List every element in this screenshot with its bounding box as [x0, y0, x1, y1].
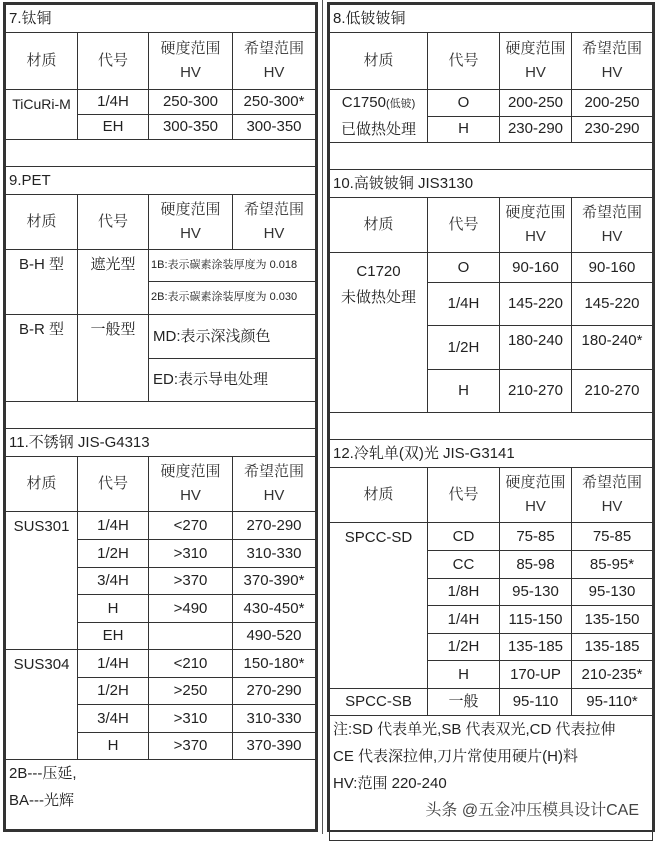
note-cell: ED:表示导电处理	[149, 359, 316, 402]
code-cell: CC	[428, 551, 500, 579]
table-row	[6, 315, 316, 359]
desired-cell: 310-330	[233, 540, 316, 568]
material-cell: C1720 未做热处理	[330, 253, 428, 413]
hardness-cell: 145-220	[500, 283, 572, 326]
panel-divider	[322, 0, 323, 834]
header-row	[6, 33, 316, 90]
desired-cell: 300-350	[233, 115, 316, 140]
code-cell: H	[428, 661, 500, 689]
code-cell: O	[428, 90, 500, 117]
blank-row	[6, 402, 316, 429]
hardness-cell: >310	[149, 705, 233, 733]
blank-row	[6, 140, 316, 167]
hardness-cell: 170-UP	[500, 661, 572, 689]
note-cell: MD:表示深浅颜色	[149, 315, 316, 359]
header-row	[330, 198, 653, 253]
desired-cell: 370-390	[233, 733, 316, 760]
hardness-cell: 210-270	[500, 370, 572, 413]
header-hardness: 硬度范围 HV	[500, 33, 572, 90]
header-code: 代号	[78, 195, 149, 250]
code-cell: H	[428, 370, 500, 413]
code-cell: 3/4H	[78, 705, 149, 733]
code-cell: 1/4H	[78, 512, 149, 540]
code-cell: EH	[78, 623, 149, 650]
code-cell: 1/4H	[428, 283, 500, 326]
hardness-cell: 115-150	[500, 606, 572, 634]
table-row	[330, 523, 653, 551]
material-cell: TiCuRi-M	[6, 90, 78, 140]
header-material: 材质	[6, 33, 78, 90]
left-table	[5, 4, 316, 830]
desired-cell: 135-185	[572, 634, 653, 661]
section-title-11: 11.不锈钢 JIS-G4313	[6, 429, 316, 457]
desired-cell: 85-95*	[572, 551, 653, 579]
code-cell: 1/2H	[78, 540, 149, 568]
header-row	[330, 33, 653, 90]
section-title-10: 10.高铍铍铜 JIS3130	[330, 170, 653, 198]
desired-cell: 270-290	[233, 512, 316, 540]
desired-cell: 370-390*	[233, 568, 316, 595]
table-row	[6, 250, 316, 282]
section-title-12: 12.冷轧单(双)光 JIS-G3141	[330, 440, 653, 468]
left-panel	[3, 2, 318, 832]
hardness-cell: 200-250	[500, 90, 572, 117]
table-row	[330, 253, 653, 283]
header-desired: 希望范围 HV	[233, 33, 316, 90]
note-line: HV:范围 220-240	[333, 775, 447, 792]
header-desired: 希望范围 HV	[572, 468, 653, 523]
table-row	[6, 650, 316, 678]
blank-row	[330, 413, 653, 440]
code-cell: EH	[78, 115, 149, 140]
desired-cell: 430-450*	[233, 595, 316, 623]
code-cell: 1/4H	[78, 650, 149, 678]
header-material: 材质	[6, 457, 78, 512]
header-desired: 希望范围 HV	[233, 195, 316, 250]
section-title-9: 9.PET	[6, 167, 316, 195]
material-cell: B-R 型	[6, 315, 78, 402]
header-desired: 希望范围 HV	[572, 33, 653, 90]
material-cell: B-H 型	[6, 250, 78, 315]
code-cell: 一般型	[78, 315, 149, 402]
hardness-cell: 95-110	[500, 689, 572, 716]
header-row	[6, 457, 316, 512]
code-cell: 1/4H	[78, 90, 149, 115]
code-cell: 1/4H	[428, 606, 500, 634]
material-cell: SPCC-SB	[330, 689, 428, 716]
hardness-cell: 180-240	[500, 326, 572, 370]
note-cell: 1B:表示碳素涂装厚度为 0.018	[149, 250, 316, 282]
hardness-cell: 90-160	[500, 253, 572, 283]
header-hardness: 硬度范围 HV	[149, 33, 233, 90]
header-code: 代号	[78, 457, 149, 512]
section-title-7: 7.钛铜	[6, 5, 316, 33]
table-row	[6, 512, 316, 540]
header-row	[6, 195, 316, 250]
code-cell: 1/2H	[428, 326, 500, 370]
hardness-cell: >250	[149, 678, 233, 705]
code-cell: CD	[428, 523, 500, 551]
hardness-cell: 250-300	[149, 90, 233, 115]
header-hardness: 硬度范围 HV	[149, 195, 233, 250]
notes-cell	[330, 716, 653, 841]
code-cell: H	[428, 116, 500, 143]
material-cell: SUS304	[6, 650, 78, 760]
hardness-cell: >370	[149, 733, 233, 760]
hardness-cell: <210	[149, 650, 233, 678]
hardness-cell: 95-130	[500, 579, 572, 606]
note-line: 2B---压延,	[9, 765, 77, 782]
table-row	[6, 90, 316, 115]
code-cell: H	[78, 595, 149, 623]
note-line: 注:SD 代表单光,SB 代表双光,CD 代表拉伸	[333, 721, 616, 738]
desired-cell: 150-180*	[233, 650, 316, 678]
header-hardness: 硬度范围 HV	[500, 198, 572, 253]
hardness-cell: 85-98	[500, 551, 572, 579]
right-table	[329, 4, 653, 841]
desired-cell: 200-250	[572, 90, 653, 117]
desired-cell: 270-290	[233, 678, 316, 705]
header-row	[330, 468, 653, 523]
hardness-cell: <270	[149, 512, 233, 540]
header-desired: 希望范围 HV	[233, 457, 316, 512]
code-cell: O	[428, 253, 500, 283]
material-cell: C1750(低铍) 已做热处理	[330, 90, 428, 143]
desired-cell: 250-300*	[233, 90, 316, 115]
right-panel	[327, 2, 655, 832]
desired-cell: 210-270	[572, 370, 653, 413]
header-code: 代号	[428, 33, 500, 90]
desired-cell: 210-235*	[572, 661, 653, 689]
header-material: 材质	[330, 468, 428, 523]
material-cell: SUS301	[6, 512, 78, 650]
header-code: 代号	[78, 33, 149, 90]
code-cell: 1/2H	[428, 634, 500, 661]
note-line: BA---光辉	[9, 792, 74, 809]
table-row	[330, 689, 653, 716]
desired-cell: 490-520	[233, 623, 316, 650]
code-cell: 1/2H	[78, 678, 149, 705]
desired-cell: 75-85	[572, 523, 653, 551]
watermark: 头条 @五金冲压模具设计CAE	[425, 802, 639, 819]
header-material: 材质	[330, 33, 428, 90]
desired-cell: 230-290	[572, 116, 653, 143]
header-material: 材质	[330, 198, 428, 253]
notes-cell	[6, 760, 316, 830]
code-cell: H	[78, 733, 149, 760]
header-code: 代号	[428, 198, 500, 253]
desired-cell: 310-330	[233, 705, 316, 733]
note-cell: 2B:表示碳素涂装厚度为 0.030	[149, 282, 316, 315]
code-cell: 一般	[428, 689, 500, 716]
header-desired: 希望范围 HV	[572, 198, 653, 253]
desired-cell: 180-240*	[572, 326, 653, 370]
hardness-cell: >490	[149, 595, 233, 623]
desired-cell: 95-130	[572, 579, 653, 606]
hardness-cell	[149, 623, 233, 650]
section-title-8: 8.低铍铍铜	[330, 5, 653, 33]
hardness-cell: 300-350	[149, 115, 233, 140]
hardness-cell: >370	[149, 568, 233, 595]
desired-cell: 145-220	[572, 283, 653, 326]
code-cell: 遮光型	[78, 250, 149, 315]
note-line: CE 代表深拉伸,刀片常使用硬片(H)料	[333, 748, 578, 765]
blank-row	[330, 143, 653, 170]
material-cell: SPCC-SD	[330, 523, 428, 689]
hardness-cell: 230-290	[500, 116, 572, 143]
code-cell: 3/4H	[78, 568, 149, 595]
header-hardness: 硬度范围 HV	[500, 468, 572, 523]
header-hardness: 硬度范围 HV	[149, 457, 233, 512]
desired-cell: 90-160	[572, 253, 653, 283]
desired-cell: 95-110*	[572, 689, 653, 716]
desired-cell: 135-150	[572, 606, 653, 634]
hardness-cell: >310	[149, 540, 233, 568]
hardness-cell: 75-85	[500, 523, 572, 551]
header-code: 代号	[428, 468, 500, 523]
header-material: 材质	[6, 195, 78, 250]
code-cell: 1/8H	[428, 579, 500, 606]
table-row	[330, 90, 653, 117]
hardness-cell: 135-185	[500, 634, 572, 661]
